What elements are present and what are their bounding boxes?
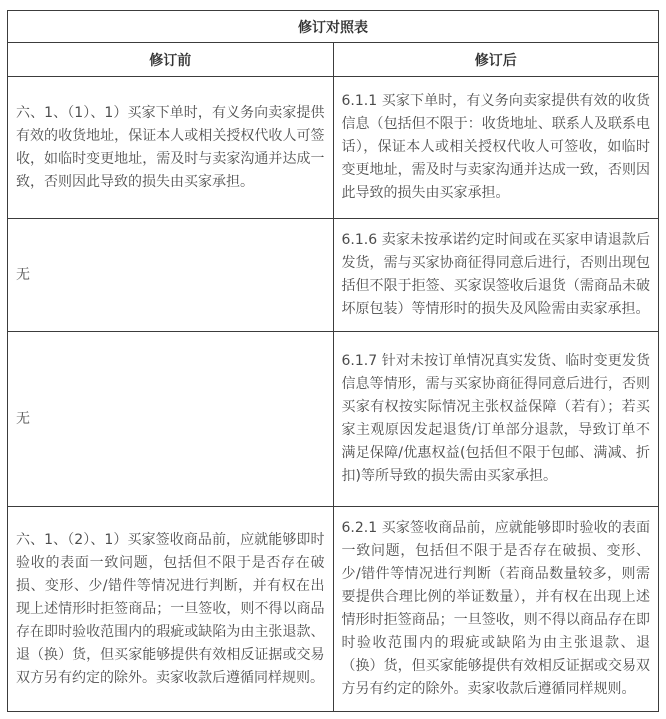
revision-after-cell: 6.1.6 卖家未按承诺约定时间或在买家申请退款后发货，需与买家协商征得同意后进行，否则出现包括但不限于拒签、买家误签收后退货（需商品未破坏原包装）等情形时的损失及风险需由卖家承担。: [333, 219, 659, 332]
column-header-after: 修订后: [333, 43, 659, 77]
table-title: 修订对照表: [8, 11, 659, 43]
table-header-row: [8, 43, 659, 77]
table-title-row: [8, 11, 659, 43]
table-row: [8, 77, 659, 219]
revision-before-cell: 无: [8, 332, 334, 507]
column-header-before: 修订前: [8, 43, 334, 77]
revision-after-cell: 6.1.1 买家下单时，有义务向卖家提供有效的收货信息（包括但不限于：收货地址、联系人及联系电话），保证本人或相关授权代收人可签收，如临时变更地址，需及时与卖家沟通并达成一致，否则因此导致的损失由买家承担。: [333, 77, 659, 219]
revision-after-cell: 6.1.7 针对未按订单情况真实发货、临时变更发货信息等情形，需与买家协商征得同意后进行，否则买家有权按实际情况主张权益保障（若有）；若买家主观原因发起退货/订单部分退款，导致订单不满足保障/优惠权益(包括但不限于包邮、满减、折扣)等所导致的损失需由买家承担。: [333, 332, 659, 507]
revision-before-cell: 六、1、（1）、1）买家下单时，有义务向卖家提供有效的收货地址，保证本人或相关授权代收人可签收，如临时变更地址，需及时与卖家沟通并达成一致，否则因此导致的损失由买家承担。: [8, 77, 334, 219]
revision-before-cell: 无: [8, 219, 334, 332]
table-row: [8, 219, 659, 332]
revision-before-cell: 六、1、（2）、1）买家签收商品前，应就能够即时验收的表面一致问题，包括但不限于是否存在破损、变形、少/错件等情况进行判断，并有权在出现上述情形时拒签商品；一旦签收，则不得以商品存在即时验收范围内的瑕疵或缺陷为由主张退款、退（换）货，但买家能够提供有效相反证据或交易双方另有约定的除外。卖家收款后遵循同样规则。: [8, 507, 334, 712]
revision-comparison-table: [7, 10, 659, 712]
table-row: [8, 332, 659, 507]
revision-after-cell: 6.2.1 买家签收商品前，应就能够即时验收的表面一致问题，包括但不限于是否存在破损、变形、少/错件等情况进行判断（若商品数量较多，则需要提供合理比例的举证数量），并有权在出现上述情形时拒签商品；一旦签收，则不得以商品存在即时验收范围内的瑕疵或缺陷为由主张退款、退（换）货，但买家能够提供有效相反证据或交易双方另有约定的除外。卖家收款后遵循同样规则。: [333, 507, 659, 712]
table-row: [8, 507, 659, 712]
